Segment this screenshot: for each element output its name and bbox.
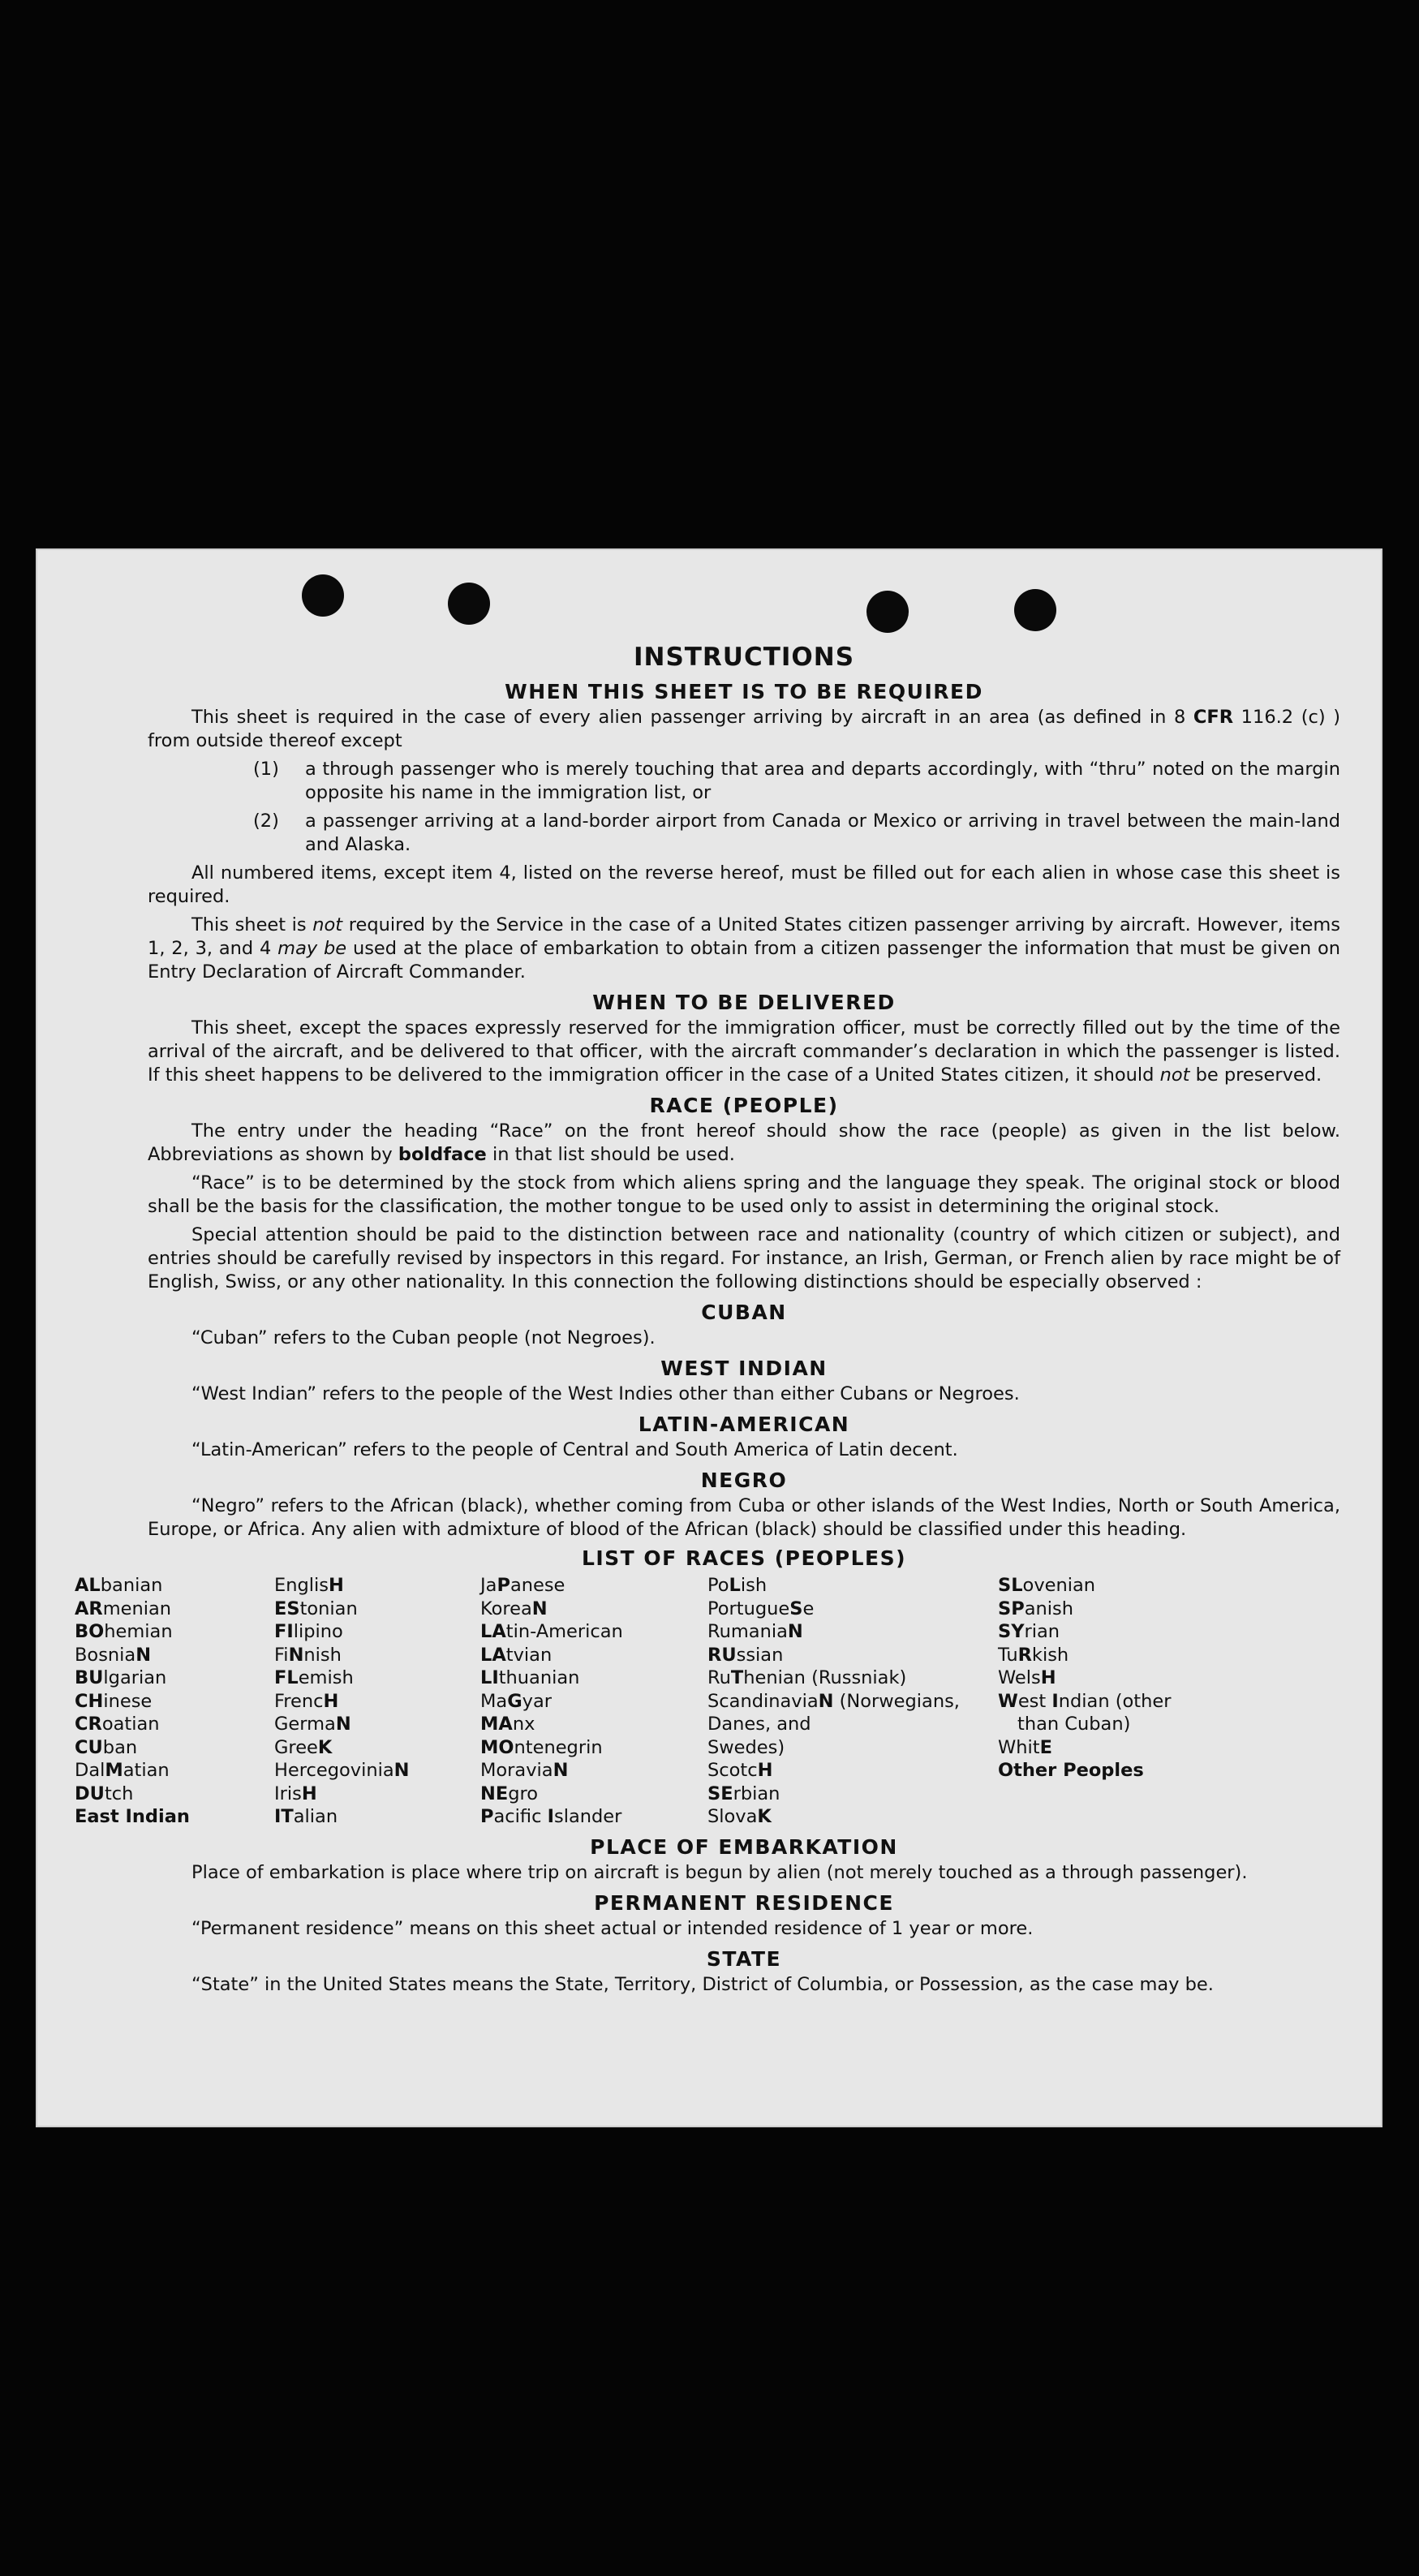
race-entry: SLovenian: [998, 1575, 1096, 1596]
race-entry: IrisH: [274, 1783, 317, 1804]
latin-american-text: “Latin-American” refers to the people of Central and South America of Latin decent.: [191, 1439, 958, 1460]
race-entry: BosniaN: [75, 1644, 152, 1666]
heading-west-indian: WEST INDIAN: [660, 1357, 828, 1380]
heading-when-required: WHEN THIS SHEET IS TO BE REQUIRED: [505, 680, 983, 703]
race-entry: SYrian: [998, 1621, 1060, 1642]
race-entry: LAtin-American: [480, 1621, 623, 1642]
heading-race: RACE (PEOPLE): [649, 1094, 839, 1117]
race-entry: Pacific Islander: [480, 1806, 622, 1827]
heading-when-delivered: WHEN TO BE DELIVERED: [592, 991, 896, 1014]
race-entry: GreeK: [274, 1736, 333, 1758]
punch-hole: [302, 574, 344, 617]
heading-permanent-residence: PERMANENT RESIDENCE: [594, 1890, 894, 1915]
race-entry: DalMatian: [75, 1760, 170, 1781]
instructions-body: [75, 643, 1340, 2002]
race-entry: SlovaK: [707, 1806, 772, 1827]
race-entry: Swedes): [707, 1736, 785, 1758]
residence-text: “Permanent residence” means on this sheet actual or intended residence of 1 year or more.: [191, 1917, 1034, 1939]
race-entry: ScandinaviaN (Norwegians,: [707, 1690, 960, 1712]
race-entry: ALbanian: [75, 1575, 163, 1596]
race-entry: WhitE: [998, 1736, 1052, 1758]
race-entry: ITalian: [274, 1806, 338, 1827]
page-title: INSTRUCTIONS: [633, 643, 855, 672]
when-delivered-text: This sheet, except the spaces expressly reserved for the immigration officer, must be correctly filled out by the time of the arrival of the aircraft, and be delivered to that officer, with the aircraft commander’s declaration in which the passenger is listed. If this sheet happens to be delivered to the immigration officer in the case of a United States citizen, it should not be preserved.: [148, 1017, 1340, 1086]
race-entry: Danes, and: [707, 1714, 811, 1735]
race-entry: FLemish: [274, 1667, 354, 1688]
races-column: [480, 1574, 707, 1829]
race-entry: DUtch: [75, 1783, 134, 1804]
race-entry: MoraviaN: [480, 1760, 569, 1781]
race-entry: West Indian (other: [998, 1690, 1172, 1712]
west-indian-text: “West Indian” refers to the people of the West Indies other than either Cubans or Negroes.: [191, 1383, 1020, 1404]
heading-cuban: CUBAN: [701, 1301, 787, 1324]
heading-state: STATE: [706, 1946, 782, 1971]
race-entry: GermaN: [274, 1714, 351, 1735]
race-entry: PortugueSe: [707, 1598, 815, 1619]
races-column: [707, 1574, 998, 1829]
races-column: [75, 1574, 274, 1829]
race-entry: JaPanese: [480, 1575, 565, 1596]
race-entry: LIthuanian: [480, 1667, 580, 1688]
race-entry: FrencH: [274, 1690, 339, 1712]
race-entry: RUssian: [707, 1644, 784, 1666]
race-entry: EStonian: [274, 1598, 358, 1619]
race-entry: CHinese: [75, 1690, 153, 1712]
race-entry: RumaniaN: [707, 1621, 803, 1642]
race-entry: SPanish: [998, 1598, 1073, 1619]
race-entry: BUlgarian: [75, 1667, 167, 1688]
cuban-text: “Cuban” refers to the Cuban people (not Negroes).: [191, 1327, 656, 1348]
heading-embarkation: PLACE OF EMBARKATION: [590, 1834, 898, 1859]
race-entry: WelsH: [998, 1667, 1056, 1688]
race-entry: LAtvian: [480, 1644, 553, 1666]
races-column: [274, 1574, 480, 1829]
when-required-intro: This sheet is required in the case of every alien passenger arriving by aircraft in an area (as defined in 8 CFR 116.2 (c) ) from outside thereof except: [148, 707, 1340, 751]
race-entry: ScotcH: [707, 1760, 773, 1781]
race-entry: PoLish: [707, 1575, 768, 1596]
race-entry: CUban: [75, 1736, 138, 1758]
race-entry: FIlipino: [274, 1621, 343, 1642]
race-entry: than Cuban): [1017, 1714, 1131, 1735]
race-entry: East Indian: [75, 1806, 190, 1827]
race-entry: EnglisH: [274, 1575, 344, 1596]
races-column: [998, 1574, 1241, 1829]
state-text: “State” in the United States means the State, Territory, District of Columbia, or Possession, as the case may be.: [191, 1973, 1214, 1995]
race-entry: MAnx: [480, 1714, 535, 1735]
heading-list-of-races: LIST OF RACES (PEOPLES): [581, 1546, 907, 1570]
punch-hole: [1014, 589, 1056, 631]
race-entry: TuRkish: [998, 1644, 1069, 1666]
race-entry: Other Peoples: [998, 1760, 1144, 1781]
race-entry: BOhemian: [75, 1621, 173, 1642]
races-list: [75, 1574, 1340, 1829]
race-entry: CRoatian: [75, 1714, 160, 1735]
race-entry: FiNnish: [274, 1644, 342, 1666]
race-entry: NEgro: [480, 1783, 539, 1804]
race-para3: Special attention should be paid to the distinction between race and nationality (country of which citizen or subject), and entries should be carefully revised by inspectors in this regard. For instance, an Irish, German, or French alien by race might be of English, Swiss, or any other nationality. In this connection the following distinctions should be especially observed :: [148, 1224, 1340, 1292]
exception-item: (2) a passenger arriving at a land-border airport from Canada or Mexico or arriving in travel between the main-land and Alaska.: [253, 811, 1340, 855]
negro-text: “Negro” refers to the African (black), whether coming from Cuba or other islands of the West Indies, North or South America, Europe, or Africa. Any alien with admixture of blood of the African (black) should be classified under this heading.: [148, 1495, 1340, 1540]
embarkation-text: Place of embarkation is place where trip on aircraft is begun by alien (not merely touched as a through passenger).: [191, 1861, 1248, 1883]
exception-item: (1) a through passenger who is merely touching that area and departs accordingly, with “thru” noted on the margin opposite his name in the immigration list, or: [253, 759, 1340, 803]
punch-hole: [866, 591, 909, 633]
when-required-para2: All numbered items, except item 4, listed on the reverse hereof, must be filled out for each alien in whose case this sheet is required.: [148, 862, 1340, 907]
race-entry: SErbian: [707, 1783, 780, 1804]
heading-latin-american: LATIN-AMERICAN: [638, 1413, 850, 1436]
race-entry: MaGyar: [480, 1690, 553, 1712]
race-entry: RuThenian (Russniak): [707, 1667, 907, 1688]
race-entry: ARmenian: [75, 1598, 172, 1619]
when-required-para3: This sheet is not required by the Service in the case of a United States citizen passenger arriving by aircraft. However, items 1, 2, 3, and 4 may be used at the place of embarkation to obtain from a citizen passenger the information that must be given on Entry Declaration of Aircraft Commander.: [148, 914, 1340, 983]
race-entry: KoreaN: [480, 1598, 548, 1619]
race-entry: HercegoviniaN: [274, 1760, 410, 1781]
instruction-sheet: [36, 548, 1382, 2127]
race-entry: MOntenegrin: [480, 1736, 603, 1758]
race-para1: The entry under the heading “Race” on the front hereof should show the race (people) as given in the list below. Abbreviations as shown by boldface in that list should be used.: [148, 1120, 1340, 1165]
race-para2: “Race” is to be determined by the stock from which aliens spring and the language they speak. The original stock or blood shall be the basis for the classification, the mother tongue to be used only to assist in determining the original stock.: [148, 1172, 1340, 1217]
punch-hole: [448, 583, 490, 625]
heading-negro: NEGRO: [700, 1469, 788, 1492]
